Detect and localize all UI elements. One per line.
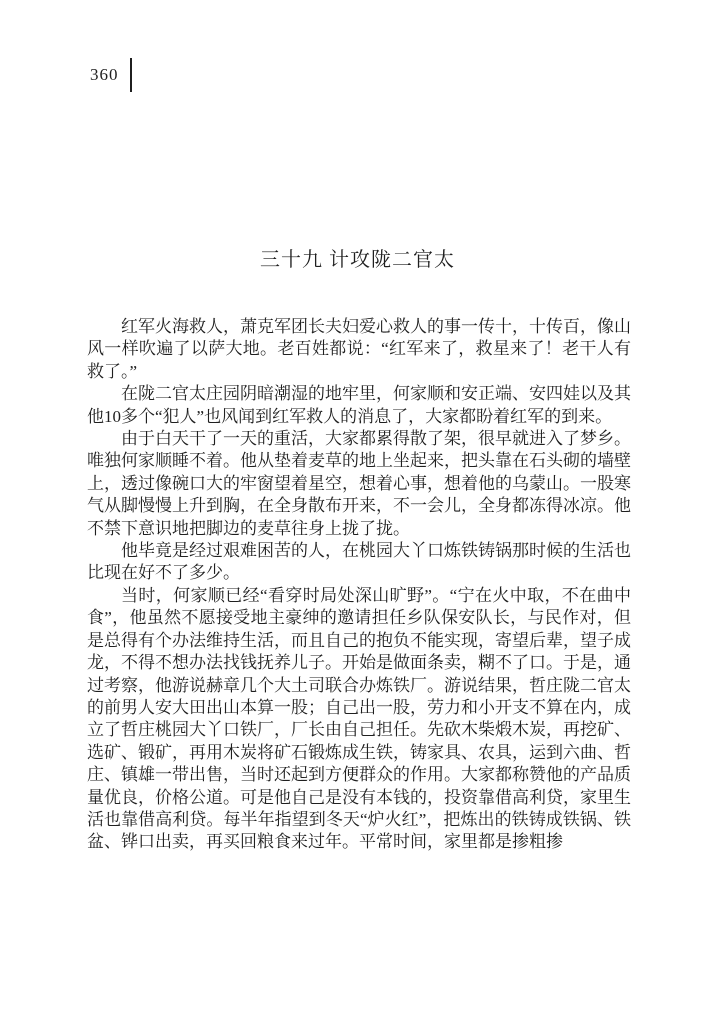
- body-text: [87, 316, 631, 854]
- paragraph: 由于白天干了一天的重活，大家都累得散了架，很早就进入了梦乡。唯独何家顺睡不着。他从垫着麦草的地上坐起来，把头靠在石头砌的墙壁上，透过像碗口大的牢窗望着星空，想着心事，想着他的乌蒙山。一股寒气从脚慢慢上升到胸，在全身散布开来，不一会儿，全身都冻得冰凉。他不禁下意识地把脚边的麦草往身上拢了拢。: [87, 429, 631, 538]
- page-number-block: [90, 58, 132, 92]
- paragraph: 在陇二官太庄园阴暗潮湿的地牢里，何家顺和安正端、安四娃以及其他10多个“犯人”也风闻到红军救人的消息了，大家都盼着红军的到来。: [87, 384, 631, 426]
- page-number-divider: [130, 58, 132, 92]
- chapter-title: 三十九 计攻陇二官太: [260, 249, 455, 271]
- paragraph: 当时，何家顺已经“看穿时局处深山旷野”。“宁在火中取，不在曲中食”，他虽然不愿接受地主豪绅的邀请担任乡队保安队长，与民作对，但是总得有个办法维持生活，而且自己的抱负不能实现，寄望后辈，望子成龙，不得不想办法找钱抚养儿子。开始是做面条卖，糊不了口。于是，通过考察，他游说赫章几个大土司联合办炼铁厂。游说结果，哲庄陇二官太的前男人安大田出山本算一股；自己出一股，劳力和小开支不算在内，成立了哲庄桃园大丫口铁厂，厂长由自己担任。先砍木柴煅木炭，再挖矿、选矿、锻矿，再用木炭将矿石锻炼成生铁，铸家具、农具，运到六曲、哲庄、镇雄一带出售，当时还起到方便群众的作用。大家都称赞他的产品质量优良，价格公道。可是他自己是没有本钱的，投资靠借高利贷，家里生活也靠借高利贷。每半年指望到冬天“炉火红”，把炼出的铁铸成铁锅、铁盆、铧口出卖，再买回粮食来过年。平常时间，家里都是掺粗掺: [87, 585, 631, 852]
- paragraph: 红军火海救人，萧克军团长夫妇爱心救人的事一传十，十传百，像山风一样吹遍了以萨大地。老百姓都说：“红军来了，救星来了！老干人有救了。”: [87, 317, 631, 381]
- paragraph: 他毕竟是经过艰难困苦的人，在桃园大丫口炼铁铸锅那时候的生活也比现在好不了多少。: [87, 541, 631, 583]
- page-number: 360: [90, 65, 119, 84]
